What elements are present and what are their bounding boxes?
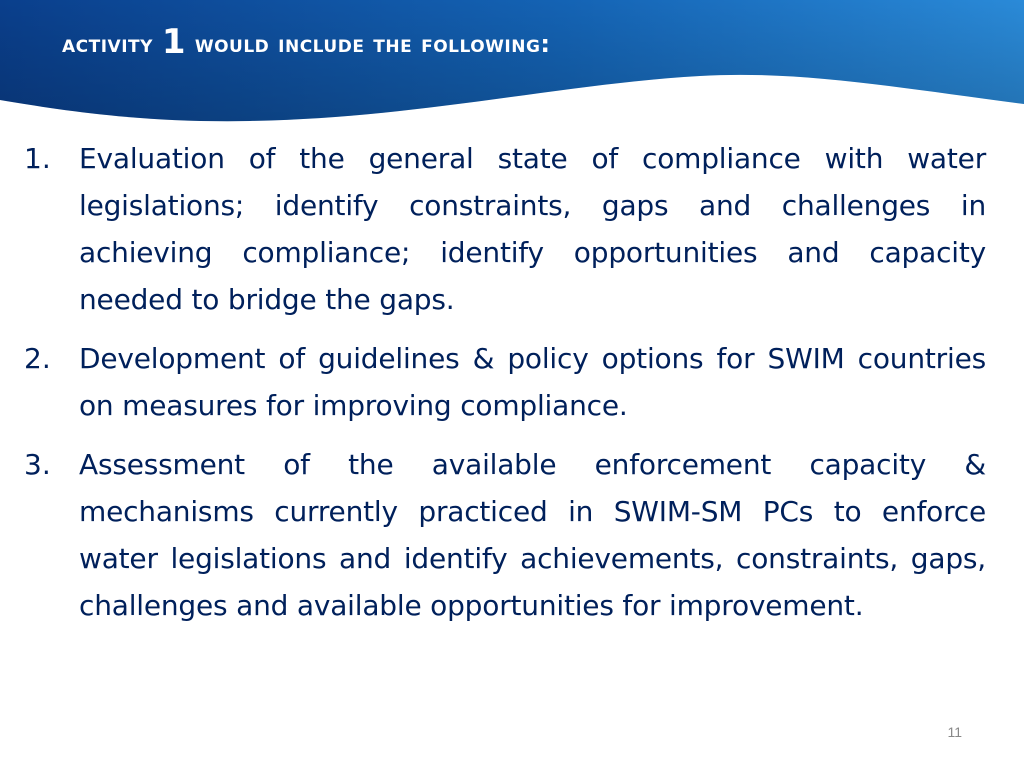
- activity-list: [24, 135, 986, 641]
- list-item: [24, 441, 986, 629]
- list-item: [24, 335, 986, 429]
- list-item-number: 1.: [24, 142, 51, 175]
- page-title: [62, 22, 551, 64]
- list-item-text: Development of guidelines & policy options for SWIM countries on measures for improving compliance.: [79, 342, 986, 422]
- list-item-text: Evaluation of the general state of compliance with water legislations; identify constraints, gaps and challenges in achieving compliance; identify opportunities and capacity needed to bridge the gaps.: [79, 142, 986, 316]
- header-banner: [0, 0, 1024, 130]
- list-item: [24, 135, 986, 323]
- title-number: 1: [161, 22, 186, 62]
- title-suffix: would include the following:: [185, 30, 551, 58]
- title-prefix: activity: [62, 30, 162, 58]
- list-item-number: 2.: [24, 342, 51, 375]
- page-number: 11: [947, 724, 962, 740]
- list-item-number: 3.: [24, 448, 51, 481]
- list-item-text: Assessment of the available enforcement capacity & mechanisms currently practiced in SWIM-SM PCs to enforce water legislations and identify achievements, constraints, gaps, challenges and available opportunities for improvement.: [79, 448, 986, 622]
